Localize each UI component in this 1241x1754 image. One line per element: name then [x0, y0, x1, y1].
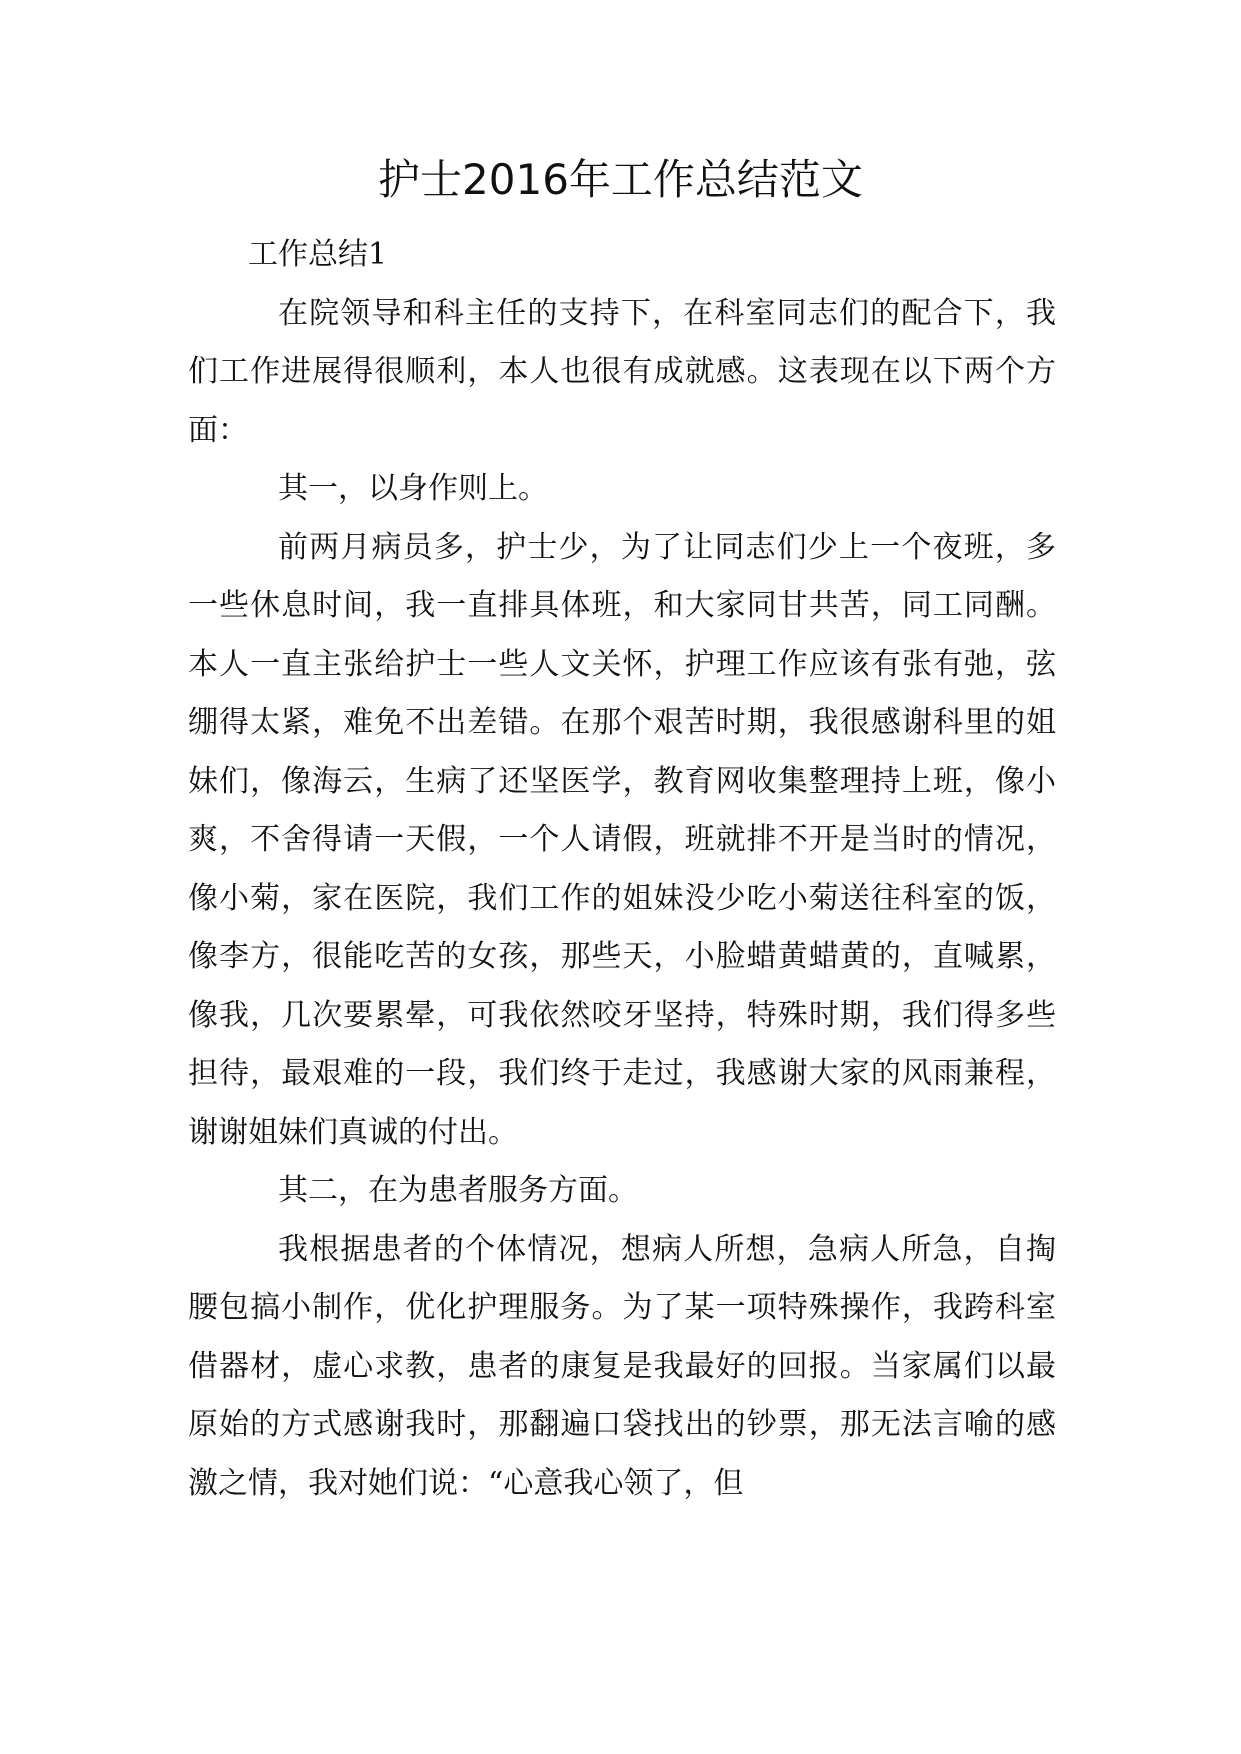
section-label: 工作总结1: [248, 237, 388, 272]
paragraph-4: 其二，在为患者服务方面。: [278, 1173, 638, 1208]
paragraph-3: 前两月病员多，护士少，为了让同志们少上一个夜班，多一些休息时间，我一直排具体班，和大家同甘共苦，同工同酬。本人一直主张给护士一些人文关怀，护理工作应该有张有弛，弦绷得太紧，难免不出差错。在那个艰苦时期，我很感谢科里的姐妹们，像海云，生病了还坚医学，教育网收集整理持上班，像小爽，不舍得请一天假，一个人请假，班就排不开是当时的情况，像小菊，家在医院，我们工作的姐妹没少吃小菊送往科室的饭，像李方，很能吃苦的女孩，那些天，小脸蜡黄蜡黄的，直喊累，像我，几次要累晕，可我依然咬牙坚持，特殊时期，我们得多些担待，最艰难的一段，我们终于走过，我感谢大家的风雨兼程，谢谢姐妹们真诚的付出。: [188, 529, 1056, 1150]
document-title: 护士2016年工作总结范文: [378, 155, 863, 204]
paragraph-1: 在院领导和科主任的支持下，在科室同志们的配合下，我们工作进展得很顺利，本人也很有成就感。这表现在以下两个方面：: [188, 295, 1056, 448]
paragraph-5: 我根据患者的个体情况，想病人所想，急病人所急，自掏腰包搞小制作，优化护理服务。为了某一项特殊操作，我跨科室借器材，虚心求教，患者的康复是我最好的回报。当家属们以最原始的方式感谢我时，那翻遍口袋找出的钞票，那无法言喻的感激之情，我对她们说：“心意我心领了，但: [188, 1231, 1056, 1501]
document-body: [188, 226, 1056, 1513]
paragraph-2: 其一，以身作则上。: [278, 471, 548, 506]
